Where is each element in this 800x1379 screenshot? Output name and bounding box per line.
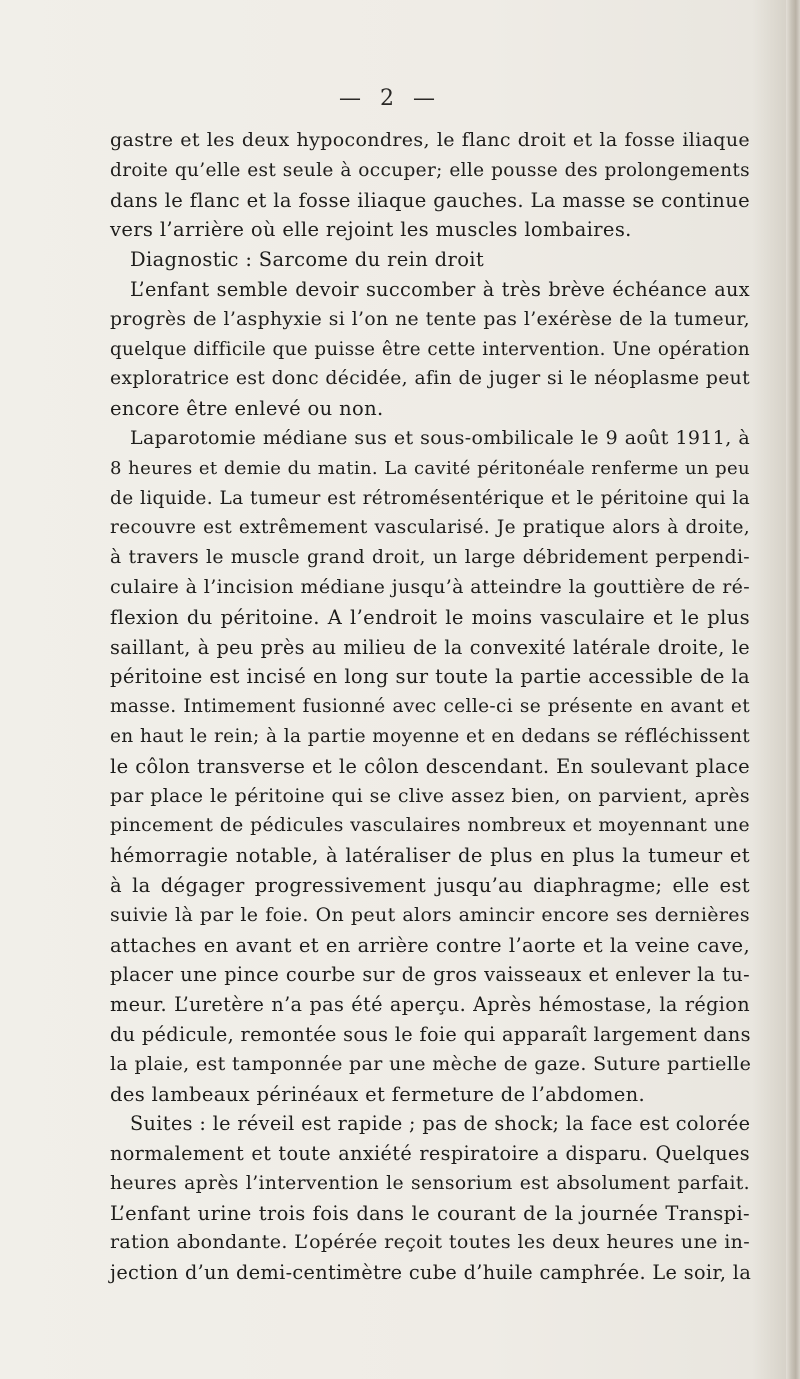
text-line: saillant, à peu près au milieu de la convexité latérale droite, le bbox=[110, 635, 750, 659]
text-line: quelque difficile que puisse être cette intervention. Une opération bbox=[110, 338, 750, 360]
text-line: normalement et toute anxiété respiratoire a disparu. Quelques bbox=[110, 1142, 750, 1166]
text-line: placer une pince courbe sur de gros vaisseaux et enlever la tu- bbox=[110, 963, 750, 987]
text-line: ration abondante. L’opérée reçoit toutes les deux heures une in- bbox=[110, 1231, 750, 1254]
text-line: meur. L’uretère n’a pas été aperçu. Après hémostase, la région bbox=[110, 993, 750, 1017]
text-line: dans le flanc et la fosse iliaque gauches. La masse se continue bbox=[110, 188, 750, 212]
text-line: exploratrice est donc décidée, afin de juger si le néoplasme peut bbox=[110, 368, 750, 390]
text-line: vers l’arrière où elle rejoint les muscles lombaires. bbox=[110, 218, 632, 242]
text-line: masse. Intimement fusionné avec celle-ci se présente en avant et bbox=[110, 696, 750, 718]
text-line: du pédicule, remontée sous le foie qui apparaît largement dans bbox=[110, 1022, 751, 1046]
text-line: culaire à l’incision médiane jusqu’à atteindre la gouttière de ré- bbox=[110, 575, 750, 598]
diagnosis-line: Diagnostic : Sarcome du rein droit bbox=[130, 248, 485, 272]
text-line: en haut le rein; à la partie moyenne et en dedans se réfléchissent bbox=[110, 725, 750, 747]
text-line: suivie là par le foie. On peut alors amincir encore ses dernières bbox=[110, 903, 750, 926]
text-line: gastre et les deux hypocondres, le flanc droit et la fosse iliaque bbox=[110, 129, 750, 151]
text-line: des lambeaux périnéaux et fermeture de l’abdomen. bbox=[110, 1082, 646, 1106]
text-line: jection d’un demi-centimètre cube d’huile camphrée. Le soir, la bbox=[110, 1261, 752, 1285]
text-line: de liquide. La tumeur est rétromésentérique et le péritoine qui la bbox=[110, 487, 750, 509]
page-number: — 2 — bbox=[339, 86, 441, 111]
text-line: 8 heures et demie du matin. La cavité péritonéale renferme un peu bbox=[110, 457, 750, 479]
text-line: flexion du péritoine. A l’endroit le moins vasculaire et le plus bbox=[110, 605, 750, 629]
body-text bbox=[110, 126, 750, 1288]
text-line: à travers le muscle grand droit, un large débridement perpendi- bbox=[110, 547, 750, 569]
text-line: Laparotomie médiane sus et sous-ombilicale le 9 août 1911, à bbox=[130, 426, 750, 449]
text-line: à la dégager progressivement jusqu’au diaphragme; elle est bbox=[110, 873, 750, 897]
text-line: L’enfant urine trois fois dans le courant de la journée Transpi- bbox=[110, 1201, 750, 1225]
text-line: attaches en avant et en arrière contre l’aorte et la veine cave, bbox=[110, 933, 750, 957]
text-line: le côlon transverse et le côlon descendant. En soulevant place bbox=[110, 754, 750, 778]
text-line: la plaie, est tamponnée par une mèche de gaze. Suture partielle bbox=[110, 1052, 752, 1075]
text-line: progrès de l’asphyxie si l’on ne tente pas l’exérèse de la tumeur, bbox=[110, 308, 750, 330]
text-line: pincement de pédicules vasculaires nombreux et moyennant une bbox=[110, 815, 750, 837]
text-line: hémorragie notable, à latéraliser de plus en plus la tumeur et bbox=[110, 844, 750, 868]
text-line: L’enfant semble devoir succomber à très brève échéance aux bbox=[130, 277, 750, 301]
page-binding-edge bbox=[786, 0, 800, 1379]
text-line: heures après l’intervention le sensorium est absolument parfait. bbox=[110, 1172, 750, 1194]
text-line: encore être enlevé ou non. bbox=[110, 397, 384, 421]
text-line: droite qu’elle est seule à occuper; elle pousse des prolongements bbox=[110, 159, 750, 181]
text-line: Suites : le réveil est rapide ; pas de shock; la face est colorée bbox=[130, 1112, 751, 1136]
text-line: par place le péritoine qui se clive assez bien, on parvient, après bbox=[110, 784, 750, 807]
text-line: péritoine est incisé en long sur toute la partie accessible de la bbox=[110, 665, 750, 689]
text-line: recouvre est extrêmement vascularisé. Je pratique alors à droite, bbox=[110, 517, 750, 539]
